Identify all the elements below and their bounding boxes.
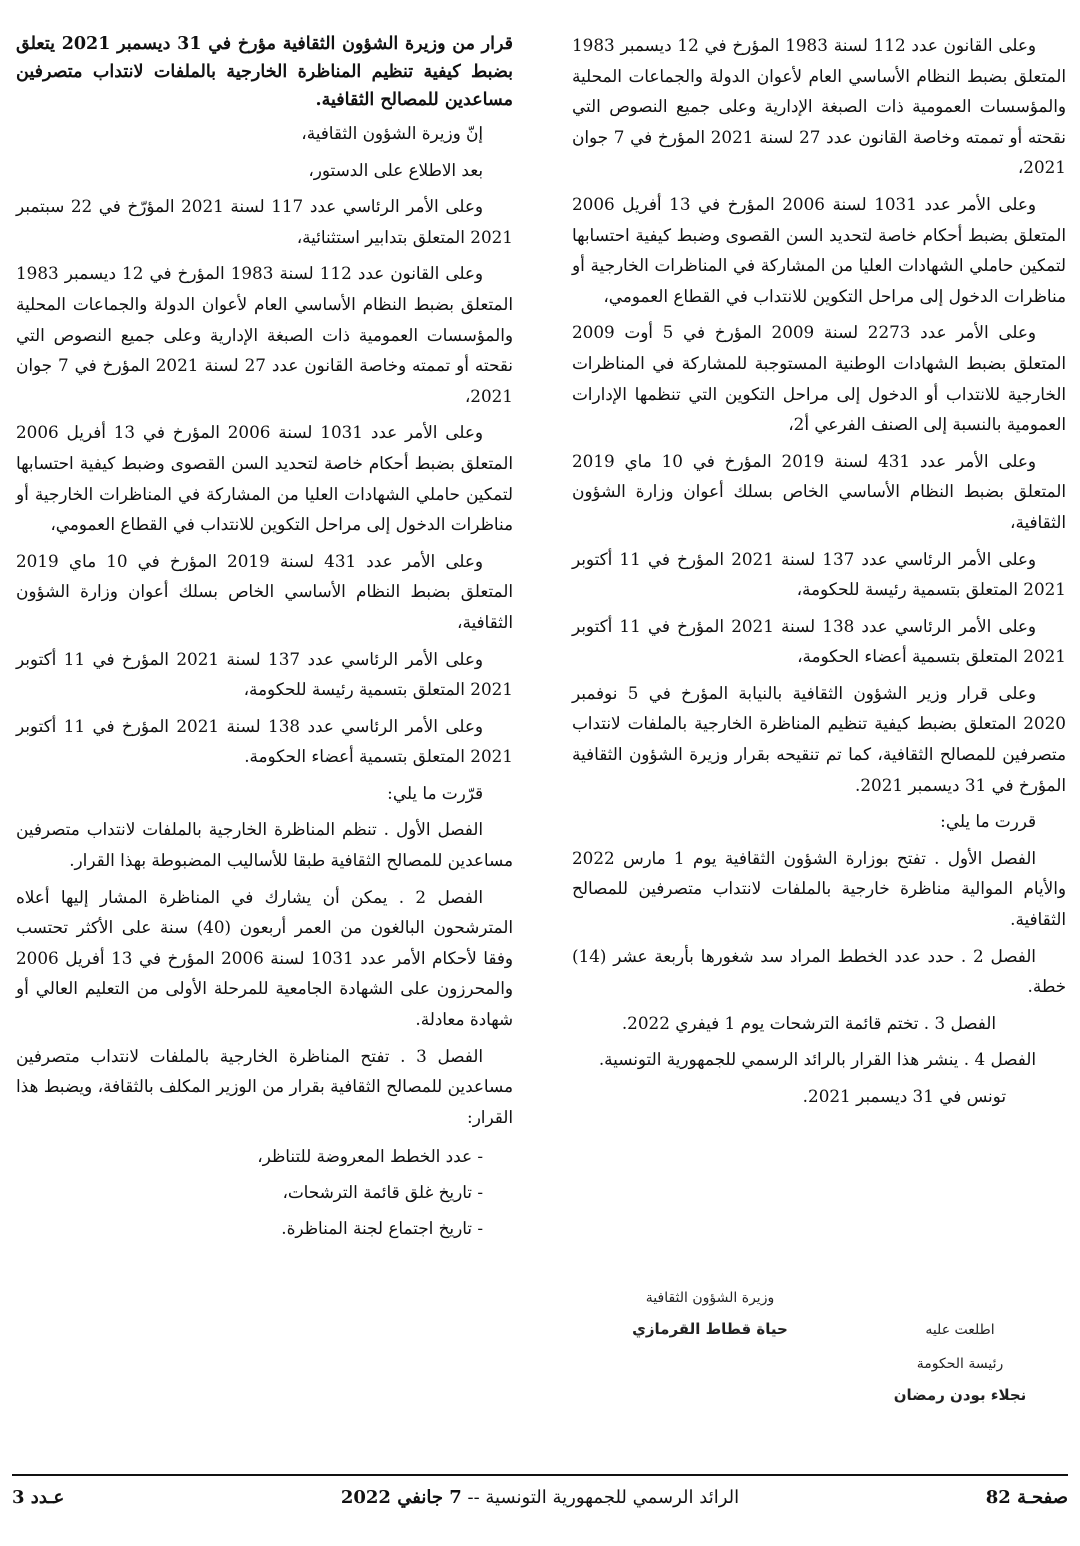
article-paragraph: إنّ وزيرة الشؤون الثقافية، bbox=[301, 123, 483, 143]
seen-label: اطلعت عليه bbox=[925, 1322, 995, 1338]
page-number: صفحـة 82 bbox=[985, 1487, 1068, 1508]
minister-role: وزيرة الشؤون الثقافية bbox=[645, 1290, 775, 1306]
article-paragraph: وعلى الأمر عدد 431 لسنة 2019 المؤرخ في 10 ماي 2019 المتعلق بضبط النظام الأساسي الخاص بسلك أعوان وزارة الشؤون الثقافية، bbox=[16, 550, 513, 632]
article-paragraph: وعلى قرار وزير الشؤون الثقافية بالنيابة المؤرخ في 5 نوفمبر 2020 المتعلق بضبط كيفية تنظيم المناظرة الخارجية بالملفات لانتداب متصرفين للمصالح الثقافية، كما تم تنقيحه بقرار وزيرة الشؤون الثقافية المؤرخ في 31 ديسمبر 2021. bbox=[572, 682, 1066, 795]
article-paragraph: وعلى القانون عدد 112 لسنة 1983 المؤرخ في 12 ديسمبر 1983 المتعلق بضبط النظام الأساسي العام لأعوان الدولة والجماعات المحلية والمؤسسات العمومية ذات الصبغة الإدارية وعلى جميع النصوص التي نقحته أو تممته وخاصة القانون عدد 27 لسنة 2021 المؤرخ في 7 جوان 2021، bbox=[16, 263, 513, 406]
decision-list bbox=[16, 1138, 513, 1246]
signing-date: تونس في 31 ديسمبر 2021. bbox=[802, 1086, 1006, 1106]
article-paragraph: وعلى الأمر الرئاسي عدد 117 لسنة 2021 المؤرّخ في 22 سبتمبر 2021 المتعلق بتدابير استثنائية، bbox=[16, 196, 513, 247]
article-paragraph: وعلى الأمر الرئاسي عدد 137 لسنة 2021 المؤرخ في 11 أكتوبر 2021 المتعلق بتسمية رئيسة للحكومة، bbox=[572, 548, 1066, 600]
article-paragraph: وعلى القانون عدد 112 لسنة 1983 المؤرخ في 12 ديسمبر 1983 المتعلق بضبط النظام الأساسي العام لأعوان الدولة والجماعات المحلية والمؤسسات العمومية ذات الصبغة الإدارية وعلى جميع النصوص التي نقحته أو تممته وخاصة القانون عدد 27 لسنة 2021 المؤرخ في 7 جوان 2021، bbox=[572, 35, 1066, 178]
pm-role: رئيسة الحكومة bbox=[916, 1356, 1004, 1372]
publication-line bbox=[12, 1487, 1068, 1508]
article-chapter: الفصل 3 . تختم قائمة الترشحات يوم 1 فيفري 2022. bbox=[621, 1012, 996, 1033]
decision-intro: قررت ما يلي: bbox=[940, 811, 1036, 832]
footer-rule bbox=[12, 1474, 1068, 1476]
decree-title: قرار من وزيرة الشؤون الثقافية مؤرخ في 31 ديسمبر 2021 يتعلق بضبط كيفية تنظيم المناظرة الخارجية بالملفات لانتداب متصرفين مساعدين للمصالح الثقافية. bbox=[16, 34, 513, 110]
publication-date: 7 جانفي 2022 bbox=[340, 1487, 462, 1508]
article-paragraph: وعلى الأمر الرئاسي عدد 137 لسنة 2021 المؤرخ في 11 أكتوبر 2021 المتعلق بتسمية رئيسة للحكومة، bbox=[16, 648, 513, 700]
pm-signature bbox=[860, 1322, 1060, 1404]
article-chapter: الفصل 2 . حدد عدد الخطط المراد سد شغورها بأربعة عشر (14) خطة. bbox=[572, 945, 1066, 997]
issue-number: عـدد 3 bbox=[12, 1487, 65, 1508]
minister-name: حياة قطاط القرمازي bbox=[632, 1320, 788, 1338]
list-item: - تاريخ غلق قائمة الترشحات، bbox=[16, 1174, 483, 1210]
article-chapter: الفصل 3 . تفتح المناظرة الخارجية بالملفات لانتداب متصرفين مساعدين للمصالح الثقافية بقرار من الوزير المكلف بالثقافة، ويضبط هذا القرار: bbox=[16, 1045, 513, 1127]
decision-intro: قرّرت ما يلي: bbox=[387, 782, 483, 803]
right-column bbox=[572, 30, 1066, 1118]
list-item: - تاريخ اجتماع لجنة المناظرة. bbox=[16, 1210, 483, 1246]
publication-name: الرائد الرسمي للجمهورية التونسية -- bbox=[467, 1487, 740, 1508]
article-chapter: الفصل الأول . تفتح بوزارة الشؤون الثقافية يوم 1 مارس 2022 والأيام الموالية مناظرة خارجية بالملفات لانتداب متصرفين للمصالح الثقافية. bbox=[572, 847, 1066, 930]
left-column bbox=[16, 30, 513, 1246]
article-paragraph: وعلى الأمر عدد 431 لسنة 2019 المؤرخ في 10 ماي 2019 المتعلق بضبط النظام الأساسي الخاص بسلك أعوان وزارة الشؤون الثقافية، bbox=[572, 450, 1066, 532]
article-chapter: الفصل 4 . ينشر هذا القرار بالرائد الرسمي للجمهورية التونسية. bbox=[598, 1049, 1036, 1070]
article-paragraph: وعلى الأمر عدد 2273 لسنة 2009 المؤرخ في 5 أوت 2009 المتعلق بضبط الشهادات الوطنية المستوجبة للمشاركة في المناظرات الخارجية للانتداب أو الدخول إلى مراحل التكوين التي تنظمها الإدارات العمومية بالنسبة إلى الصنف الفرعي أ2، bbox=[572, 322, 1066, 435]
article-paragraph: وعلى الأمر عدد 1031 لسنة 2006 المؤرخ في 13 أفريل 2006 المتعلق بضبط أحكام خاصة لتحديد السن القصوى وضبط كيفية احتسابها لتمكين حاملي الشهادات العليا من المشاركة في المناظرات الخارجية أو مناظرات الدخول إلى مراحل التكوين للانتداب في القطاع العمومي، bbox=[572, 193, 1066, 306]
pm-name: نجلاء بودن رمضان bbox=[893, 1386, 1027, 1404]
article-paragraph: بعد الاطلاع على الدستور، bbox=[308, 159, 483, 180]
article-chapter: الفصل 2 . يمكن أن يشارك في المناظرة المشار إليها أعلاه المترشحون البالغون من العمر أربعون (40) سنة على الأكثر تحتسب وفقا لأحكام الأمر عدد 1031 لسنة 2006 المؤرخ في 13 أفريل 2006 والمحرزون على الشهادة الجامعية للمرحلة الأولى من التعليم العالي أو شهادة معادلة. bbox=[16, 886, 514, 1030]
article-paragraph: وعلى الأمر الرئاسي عدد 138 لسنة 2021 المؤرخ في 11 أكتوبر 2021 المتعلق بتسمية أعضاء الحكومة، bbox=[572, 615, 1066, 667]
article-paragraph: وعلى الأمر الرئاسي عدد 138 لسنة 2021 المؤرخ في 11 أكتوبر 2021 المتعلق بتسمية أعضاء الحكومة. bbox=[16, 715, 513, 767]
page-footer bbox=[12, 1487, 1068, 1519]
minister-signature bbox=[610, 1290, 810, 1338]
list-item: - عدد الخطط المعروضة للتناظر، bbox=[16, 1138, 483, 1174]
article-paragraph: وعلى الأمر عدد 1031 لسنة 2006 المؤرخ في 13 أفريل 2006 المتعلق بضبط أحكام خاصة لتحديد السن القصوى وضبط كيفية احتسابها لتمكين حاملي الشهادات العليا من المشاركة في المناظرات الخارجية أو مناظرات الدخول إلى مراحل التكوين للانتداب في القطاع العمومي، bbox=[16, 422, 513, 535]
article-chapter: الفصل الأول . تنظم المناظرة الخارجية بالملفات لانتداب متصرفين مساعدين للمصالح الثقافية طبقا للأساليب المضبوطة بهذا القرار. bbox=[16, 819, 513, 871]
